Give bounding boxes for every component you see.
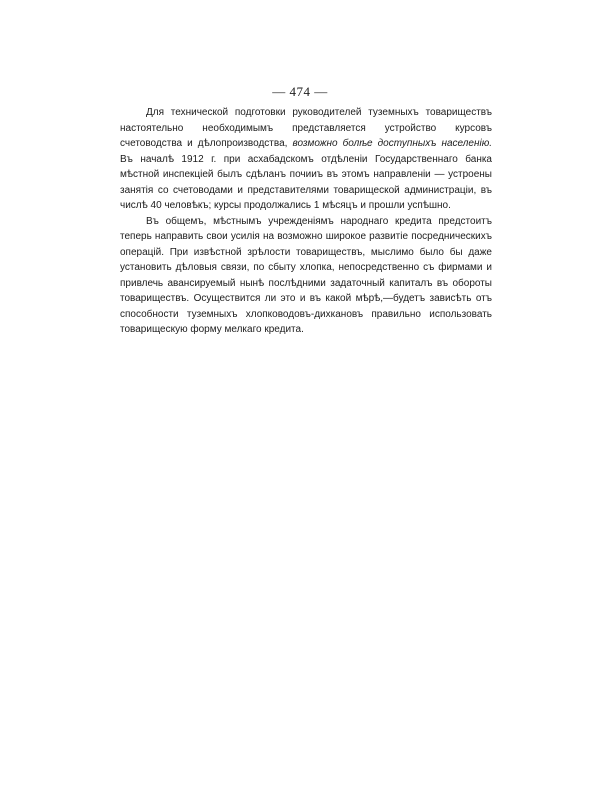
paragraph-1-text-end: Въ началѣ 1912 г. при асхабадскомъ отдѣленіи Государственнаго банка мѣстной инспекціей былъ сдѣланъ почииъ въ этомъ направленіи — устроены занятія со счетоводами и представителями товарищеской администраціи, въ числѣ 40 человѣкъ; курсы продолжались 1 мѣсяцъ и прошли успѣшно. xyxy=(120,153,492,211)
paragraph-1-italic-text: возможно болѣе доступныхъ населенію. xyxy=(292,138,492,149)
page-number: — 474 — xyxy=(272,84,328,99)
paragraph-1 xyxy=(120,105,492,214)
body-text xyxy=(120,105,492,338)
paragraph-1-text-start: Для технической подготовки руководителей туземныхъ товариществъ настоятельно необходимымъ представляется устройство курсовъ счетоводства и дѣлопроизводства, xyxy=(120,107,492,149)
paragraph-2: Въ общемъ, мѣстнымъ учрежденіямъ народнаго кредита предстоитъ теперь направить свои усилія на возможно широкое развитіе посредническихъ операцій. При извѣстной зрѣлости товариществъ, мыслимо было бы даже установить дѣловыя связи, по сбыту хлопка, непосредственно съ фирмами и привлечь авансируемый нынѣ послѣдними задаточный капиталъ въ обороты товариществъ. Осуществится ли это и въ какой мѣрѣ,—будетъ зависѣть отъ способности туземныхъ хлопководовъ-дихкановъ правильно использовать товарищескую форму мелкаго кредита. xyxy=(120,215,492,335)
